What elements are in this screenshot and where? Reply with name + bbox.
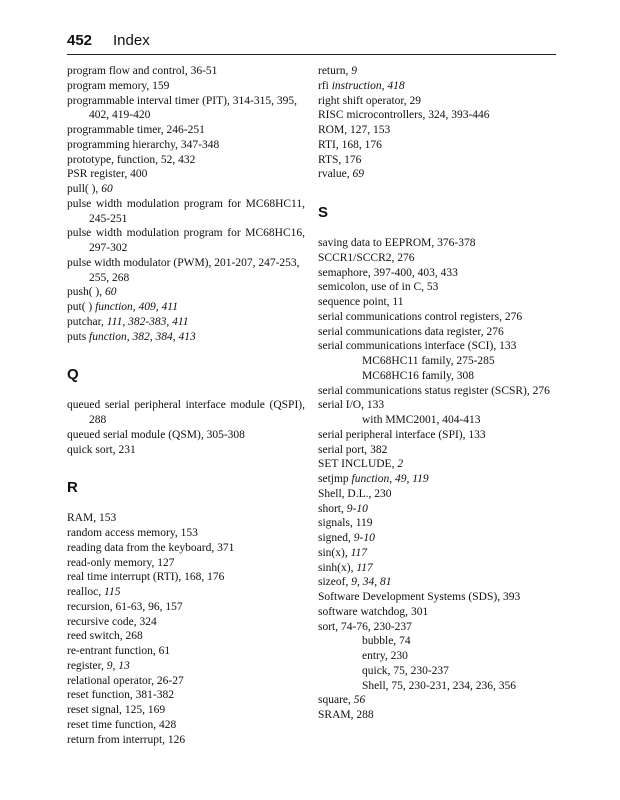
index-term: queued serial peripheral interface module (QSPI),: [67, 399, 305, 412]
index-pages: 201-207, 247-253, 255, 268: [89, 256, 300, 284]
index-term: quick sort,: [67, 443, 116, 456]
index-entry: [318, 79, 558, 94]
index-pages: 26-27: [156, 674, 184, 687]
index-pages: 246-251: [166, 124, 205, 136]
index-term: re-entrant function,: [67, 645, 156, 657]
index-entry: [318, 325, 558, 340]
index-entry: [67, 94, 305, 124]
index-pages: 314-315, 395, 402, 419-420: [89, 94, 297, 122]
index-term: programming hierarchy,: [67, 138, 179, 151]
index-entry: [318, 167, 558, 182]
index-pages: 75, 230-231, 234, 236, 356: [391, 679, 516, 692]
index-term: sort,: [318, 620, 339, 633]
index-entry: [67, 585, 305, 600]
index-entry: [318, 94, 558, 109]
index-pages: 371: [217, 541, 235, 554]
index-term: quick,: [362, 664, 391, 677]
index-pages: function, 49, 119: [351, 473, 429, 485]
index-term: Shell, D.L.,: [318, 487, 372, 500]
page-header: [67, 32, 556, 55]
index-entry: [318, 266, 558, 281]
index-term: right shift operator,: [318, 94, 407, 107]
index-entry: [318, 561, 558, 576]
index-entry: [67, 256, 305, 286]
index-pages: 9: [351, 65, 357, 77]
index-entry: [67, 182, 305, 197]
index-pages: 9-10: [353, 532, 375, 544]
index-entry: [318, 443, 558, 458]
index-subentry: [318, 369, 558, 384]
index-term: reset function,: [67, 689, 133, 702]
index-term: reed switch,: [67, 630, 123, 643]
index-entry: [67, 541, 305, 556]
index-entry: [318, 502, 558, 517]
index-entry: [318, 138, 558, 153]
index-entry: [318, 516, 558, 531]
index-entry: [318, 605, 558, 620]
index-pages: 74-76, 230-237: [341, 620, 412, 633]
index-pages: 2: [397, 458, 404, 471]
index-entry: [318, 472, 558, 487]
index-term: reading data from the keyboard,: [67, 541, 215, 554]
index-pages: 231: [118, 443, 136, 456]
index-entry: [318, 280, 558, 295]
index-pages: 400: [130, 168, 148, 181]
index-pages: 153: [98, 512, 117, 525]
index-entry: [67, 138, 305, 153]
index-term: put( ): [67, 301, 93, 313]
index-pages: instruction, 418: [331, 79, 405, 92]
index-entry: [67, 300, 305, 315]
index-term: prototype, function,: [67, 153, 159, 166]
index-subentry: [318, 649, 558, 664]
index-entry: [67, 167, 305, 182]
index-pages: 168, 176: [184, 571, 225, 584]
index-subentry: [318, 354, 558, 369]
page-number: 452: [67, 32, 93, 49]
index-term: queued serial module (QSM),: [67, 428, 204, 441]
index-pages: 347-348: [180, 138, 220, 151]
index-pages: 61: [158, 645, 171, 657]
index-entry: [67, 511, 305, 526]
index-term: serial peripheral interface (SPI),: [318, 428, 466, 441]
index-entry: [67, 733, 305, 748]
index-term: return,: [318, 65, 349, 77]
index-term: return from interrupt,: [67, 733, 166, 746]
index-term: serial communications data register,: [318, 325, 484, 338]
index-term: RISC microcontrollers,: [318, 109, 426, 122]
index-pages: 308: [456, 369, 475, 382]
index-term: sequence point,: [318, 296, 390, 308]
index-entry: [318, 339, 558, 354]
index-entry: [318, 123, 558, 138]
index-term: Shell,: [362, 679, 389, 692]
index-entry: [318, 546, 558, 561]
index-pages: 127: [157, 556, 175, 569]
index-entry: [318, 708, 558, 723]
index-term: serial I/O,: [318, 399, 364, 412]
index-entry: [67, 526, 305, 541]
index-entry: [318, 457, 558, 472]
index-term: recursion,: [67, 600, 113, 613]
index-term: MC68HC11 family,: [362, 355, 454, 367]
index-pages: 288: [89, 414, 107, 426]
index-pages: 75, 230-237: [393, 664, 449, 677]
index-term: recursive code,: [67, 615, 137, 628]
index-column-left: [67, 64, 305, 747]
index-term: signals,: [318, 517, 353, 530]
index-term: semaphore,: [318, 266, 371, 279]
index-pages: 276: [532, 384, 550, 397]
index-entry: [67, 197, 305, 227]
index-term: read-only memory,: [67, 556, 155, 569]
index-term: putchar,: [67, 315, 104, 328]
index-term: setjmp: [318, 473, 349, 485]
index-pages: 305-308: [206, 428, 245, 441]
index-entry: [67, 688, 305, 703]
index-entry: [318, 153, 558, 168]
index-pages: 324, 393-446: [428, 109, 490, 122]
index-subentry: [318, 664, 558, 679]
index-term: SET INCLUDE,: [318, 458, 395, 471]
index-entry: [67, 570, 305, 585]
index-term: relational operator,: [67, 674, 155, 687]
index-pages: 9, 34, 81: [351, 576, 392, 589]
index-term: program flow and control,: [67, 65, 188, 77]
index-entry: [318, 310, 558, 325]
index-entry: [67, 703, 305, 718]
index-term: sizeof,: [318, 576, 349, 589]
index-entry: [67, 600, 305, 615]
index-term: reset signal,: [67, 704, 122, 716]
index-pages: 276: [504, 310, 523, 323]
entry-list-s: [318, 236, 558, 723]
index-pages: 245-251: [89, 212, 128, 225]
index-pages: 53: [426, 281, 439, 294]
index-term: serial communications interface (SCI),: [318, 340, 497, 353]
index-entry: [67, 644, 305, 659]
index-entry: [67, 315, 305, 330]
index-pages: 29: [409, 94, 422, 107]
index-term: programmable interval timer (PIT),: [67, 94, 230, 107]
index-pages: 404-413: [442, 414, 481, 426]
index-pages: 36-51: [190, 65, 218, 77]
index-pages: 428: [158, 718, 177, 731]
index-entry: [318, 693, 558, 708]
entry-list-r-continued: [318, 64, 558, 182]
index-entry: [318, 236, 558, 251]
index-pages: 153: [180, 527, 198, 539]
entry-list-r: [67, 511, 305, 747]
index-entry: [318, 108, 558, 123]
index-term: pulse width modulation program for MC68HC16,: [67, 227, 305, 240]
index-entry: [67, 285, 305, 300]
index-entry: [67, 556, 305, 571]
index-pages: 111, 382-383, 411: [106, 315, 189, 328]
index-term: rvalue,: [318, 168, 350, 181]
index-term: real time interrupt (RTI),: [67, 571, 182, 584]
index-entry: [318, 398, 558, 413]
index-entry: [318, 295, 558, 310]
index-entry: [67, 428, 305, 443]
index-term: saving data to EEPROM,: [318, 237, 435, 249]
index-entry: [67, 443, 305, 458]
index-term: reset time function,: [67, 718, 157, 731]
index-column-right: [318, 64, 558, 723]
index-pages: 133: [499, 340, 517, 353]
index-pages: 275-285: [456, 355, 495, 367]
index-term: software watchdog,: [318, 605, 409, 618]
index-entry: [318, 64, 558, 79]
index-entry: [318, 428, 558, 443]
index-term: serial communications control registers,: [318, 310, 502, 323]
index-entry: [67, 330, 305, 345]
index-term: square,: [318, 694, 351, 707]
index-entry: [67, 64, 305, 79]
index-term: ROM,: [318, 124, 348, 136]
index-term: MC68HC16 family,: [362, 369, 454, 382]
index-term: pulse width modulator (PWM),: [67, 256, 212, 269]
index-pages: 74: [399, 635, 411, 648]
index-entry: [67, 153, 305, 168]
section-heading-s: S: [318, 204, 329, 221]
index-entry: [67, 398, 305, 428]
index-pages: 60: [105, 286, 117, 299]
index-term: RAM,: [67, 512, 97, 525]
index-pages: 381-382: [135, 689, 175, 702]
index-pages: 376-378: [437, 237, 476, 249]
index-term: RTS,: [318, 153, 342, 166]
index-term: push( ),: [67, 286, 103, 299]
section-heading-r: R: [67, 479, 78, 497]
index-subentry: [318, 679, 558, 694]
index-pages: 117: [356, 561, 373, 574]
entry-list-p: [67, 64, 305, 344]
index-pages: 9, 13: [106, 659, 130, 672]
index-term: random access memory,: [67, 527, 178, 539]
index-pages: 133: [366, 399, 385, 412]
index-pages: 115: [104, 586, 121, 598]
index-term: realloc,: [67, 586, 102, 598]
index-entry: [67, 629, 305, 644]
index-pages: 125, 169: [124, 704, 166, 716]
index-pages: 69: [352, 168, 364, 181]
index-entry: [318, 590, 558, 605]
index-pages: 56: [353, 694, 366, 707]
index-term: pull( ),: [67, 183, 99, 195]
index-pages: 230: [374, 487, 392, 500]
index-entry: [318, 531, 558, 546]
index-pages: 324: [139, 615, 157, 628]
section-heading-q: Q: [67, 366, 79, 384]
index-entry: [318, 620, 558, 635]
index-term: signed,: [318, 532, 351, 544]
index-pages: 11: [392, 296, 404, 308]
index-pages: 268: [125, 630, 143, 643]
index-term: programmable timer,: [67, 124, 164, 136]
index-term: with MMC2001,: [362, 414, 440, 426]
index-pages: 301: [410, 605, 429, 618]
index-pages: 168, 176: [341, 138, 382, 151]
index-term: SRAM,: [318, 709, 354, 721]
index-term: Software Development Systems (SDS),: [318, 591, 501, 603]
index-pages: function, 409, 411: [95, 301, 178, 313]
index-entry: [67, 615, 305, 630]
index-term: sin(x),: [318, 546, 348, 559]
index-entry: [67, 674, 305, 689]
index-pages: 9-10: [346, 502, 368, 515]
index-pages: 393: [502, 591, 521, 603]
index-pages: 159: [152, 79, 170, 92]
index-pages: 126: [167, 733, 186, 746]
index-pages: 117: [350, 546, 367, 559]
index-pages: 52, 432: [160, 153, 196, 166]
index-term: puts: [67, 330, 87, 343]
index-term: serial communications status register (SCSR),: [318, 384, 530, 397]
index-pages: 133: [468, 428, 486, 441]
index-term: serial port,: [318, 443, 368, 456]
index-pages: 297-302: [89, 242, 128, 254]
index-term: SCCR1/SCCR2,: [318, 251, 395, 264]
index-entry: [67, 123, 305, 138]
index-entry: [67, 718, 305, 733]
index-entry: [318, 384, 558, 399]
index-term: sinh(x),: [318, 561, 354, 574]
index-term: semicolon, use of in C,: [318, 281, 425, 294]
index-entry: [67, 659, 305, 674]
index-pages: 276: [486, 325, 504, 338]
entry-list-q: [67, 398, 305, 457]
index-entry: [67, 79, 305, 94]
index-term: short,: [318, 502, 344, 515]
index-term: PSR register,: [67, 168, 128, 181]
index-term: entry,: [362, 650, 388, 662]
index-entry: [67, 226, 305, 256]
index-pages: 176: [344, 153, 362, 166]
index-term: bubble,: [362, 635, 397, 648]
index-subentry: [318, 413, 558, 428]
index-pages: 382: [370, 443, 388, 456]
index-term: register,: [67, 659, 104, 672]
index-term: rfi: [318, 79, 329, 92]
index-pages: 276: [397, 251, 415, 264]
index-term: pulse width modulation program for MC68HC11,: [67, 197, 305, 210]
index-pages: 230: [390, 650, 408, 662]
index-entry: [318, 575, 558, 590]
index-term: RTI,: [318, 138, 339, 151]
index-pages: 288: [356, 709, 374, 721]
index-pages: 397-400, 403, 433: [373, 266, 458, 279]
page-title: Index: [113, 32, 150, 49]
index-subentry: [318, 634, 558, 649]
index-entry: [318, 487, 558, 502]
index-entry: [318, 251, 558, 266]
index-pages: 127, 153: [349, 124, 391, 136]
index-pages: 61-63, 96, 157: [115, 600, 183, 613]
index-pages: 119: [355, 517, 373, 530]
index-term: program memory,: [67, 79, 150, 92]
index-pages: function, 382, 384, 413: [89, 330, 196, 343]
index-pages: 60: [101, 183, 113, 195]
